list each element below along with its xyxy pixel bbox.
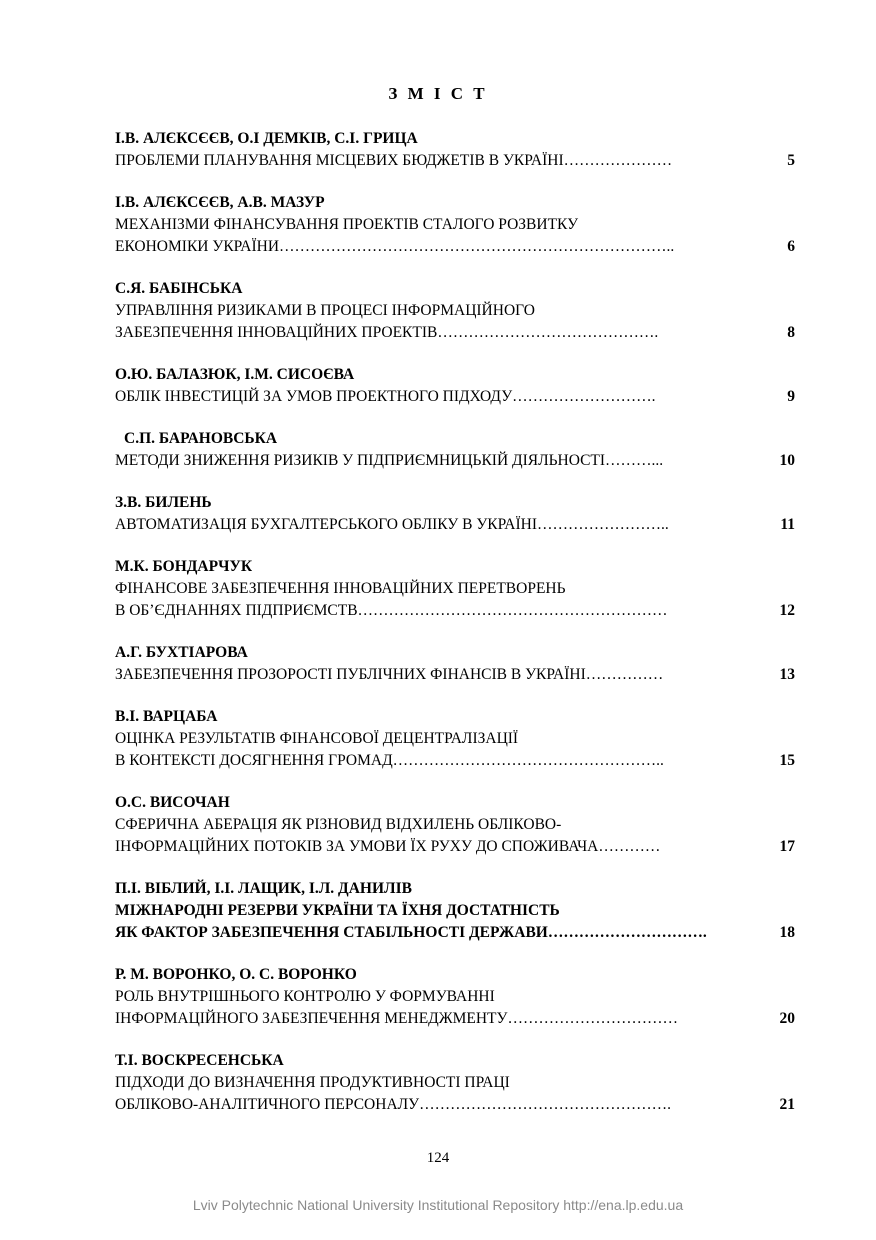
entry-page-number: 5 (787, 152, 795, 169)
entry-page-number: 9 (787, 388, 795, 405)
toc-entry (115, 492, 795, 536)
entry-title-line: ІНФОРМАЦІЙНОГО ЗАБЕЗПЕЧЕННЯ МЕНЕДЖМЕНТУ…………………………… (115, 1010, 679, 1027)
entry-title-line: ОБЛІКОВО-АНАЛІТИЧНОГО ПЕРСОНАЛУ…………………………………………. (115, 1096, 671, 1113)
toc-entry (115, 964, 795, 1030)
toc-entry (115, 792, 795, 858)
entry-page-number: 17 (779, 838, 795, 855)
toc-entry (115, 278, 795, 344)
toc-entry (115, 642, 795, 686)
entry-page-number: 11 (780, 516, 795, 533)
toc-entry (115, 556, 795, 622)
entry-authors: П.І. ВІБЛИЙ, І.І. ЛАЩИК, І.Л. ДАНИЛІВ (115, 880, 412, 897)
entry-title-line: РОЛЬ ВНУТРІШНЬОГО КОНТРОЛЮ У ФОРМУВАННІ (115, 988, 495, 1005)
entry-title-line: ІНФОРМАЦІЙНИХ ПОТОКІВ ЗА УМОВИ ЇХ РУХУ ДО СПОЖИВАЧА………… (115, 838, 661, 855)
entry-page-number: 21 (779, 1096, 795, 1113)
entry-page-number: 12 (779, 602, 795, 619)
entry-title-line: ОЦІНКА РЕЗУЛЬТАТІВ ФІНАНСОВОЇ ДЕЦЕНТРАЛІЗАЦІЇ (115, 730, 519, 747)
entry-page-number: 10 (779, 452, 795, 469)
entry-title-line: МІЖНАРОДНІ РЕЗЕРВИ УКРАЇНИ ТА ЇХНЯ ДОСТАТНІСТЬ (115, 902, 560, 919)
entry-title-line: ЯК ФАКТОР ЗАБЕЗПЕЧЕННЯ СТАБІЛЬНОСТІ ДЕРЖАВИ…………………………. (115, 924, 707, 941)
toc-entry (115, 1050, 795, 1116)
toc-entry (115, 428, 795, 472)
entry-page-number: 8 (787, 324, 795, 341)
entry-page-number: 18 (779, 924, 795, 941)
entry-authors: О.С. ВИСОЧАН (115, 794, 230, 811)
entry-authors: І.В. АЛЄКСЄЄВ, О.І ДЕМКІВ, С.І. ГРИЦА (115, 130, 418, 147)
entry-title-line: АВТОМАТИЗАЦІЯ БУХГАЛТЕРСЬКОГО ОБЛІКУ В УКРАЇНІ…………………….. (115, 516, 669, 533)
entry-title-line: СФЕРИЧНА АБЕРАЦІЯ ЯК РІЗНОВИД ВІДХИЛЕНЬ ОБЛІКОВО- (115, 816, 562, 833)
entry-page-number: 13 (779, 666, 795, 683)
entry-title-line: ЕКОНОМІКИ УКРАЇНИ………………………………………………………………….. (115, 238, 675, 255)
entry-authors: Р. М. ВОРОНКО, О. С. ВОРОНКО (115, 966, 357, 983)
toc-entry (115, 192, 795, 258)
entry-title-line: ЗАБЕЗПЕЧЕННЯ ІННОВАЦІЙНИХ ПРОЕКТІВ……………………………………. (115, 324, 659, 341)
entry-title-line: ПРОБЛЕМИ ПЛАНУВАННЯ МІСЦЕВИХ БЮДЖЕТІВ В УКРАЇНІ………………… (115, 152, 673, 169)
entry-page-number: 15 (779, 752, 795, 769)
entry-title-line: УПРАВЛІННЯ РИЗИКАМИ В ПРОЦЕСІ ІНФОРМАЦІЙНОГО (115, 302, 535, 319)
toc-entry (115, 706, 795, 772)
entry-authors: І.В. АЛЄКСЄЄВ, А.В. МАЗУР (115, 194, 325, 211)
entry-authors: С.П. БАРАНОВСЬКА (124, 430, 278, 447)
toc-entry (115, 878, 795, 944)
toc-entry (115, 364, 795, 408)
entry-authors: З.В. БИЛЕНЬ (115, 494, 212, 511)
table-of-contents (115, 128, 795, 1136)
entry-title-line: МЕТОДИ ЗНИЖЕННЯ РИЗИКІВ У ПІДПРИЄМНИЦЬКІЙ ДІЯЛЬНОСТІ………... (115, 452, 664, 469)
entry-title-line: ФІНАНСОВЕ ЗАБЕЗПЕЧЕННЯ ІННОВАЦІЙНИХ ПЕРЕТВОРЕНЬ (115, 580, 566, 597)
entry-title-line: ЗАБЕЗПЕЧЕННЯ ПРОЗОРОСТІ ПУБЛІЧНИХ ФІНАНСІВ В УКРАЇНІ…………… (115, 666, 664, 683)
contents-heading: З М І С Т (388, 84, 488, 103)
entry-authors: В.І. ВАРЦАБА (115, 708, 218, 725)
entry-title-line: ОБЛІК ІНВЕСТИЦІЙ ЗА УМОВ ПРОЕКТНОГО ПІДХОДУ………………………. (115, 388, 656, 405)
entry-authors: С.Я. БАБІНСЬКА (115, 280, 243, 297)
entry-authors: А.Г. БУХТІАРОВА (115, 644, 248, 661)
repository-footer: Lviv Polytechnic National University Institutional Repository http://ena.lp.edu.ua (192, 1197, 684, 1213)
page-number: 124 (426, 1150, 450, 1166)
entry-authors: Т.І. ВОСКРЕСЕНСЬКА (115, 1052, 284, 1069)
entry-title-line: ПІДХОДИ ДО ВИЗНАЧЕННЯ ПРОДУКТИВНОСТІ ПРАЦІ (115, 1074, 510, 1091)
entry-page-number: 20 (779, 1010, 795, 1027)
entry-authors: О.Ю. БАЛАЗЮК, І.М. СИСОЄВА (115, 366, 355, 383)
entry-authors: М.К. БОНДАРЧУК (115, 558, 253, 575)
entry-title-line: В ОБ’ЄДНАННЯХ ПІДПРИЄМСТВ…………………………………………………… (115, 602, 668, 619)
entry-title-line: МЕХАНІЗМИ ФІНАНСУВАННЯ ПРОЕКТІВ СТАЛОГО РОЗВИТКУ (115, 216, 579, 233)
entry-page-number: 6 (787, 238, 795, 255)
entry-title-line: В КОНТЕКСТІ ДОСЯГНЕННЯ ГРОМАД…………………………………………….. (115, 752, 664, 769)
toc-entry (115, 128, 795, 172)
